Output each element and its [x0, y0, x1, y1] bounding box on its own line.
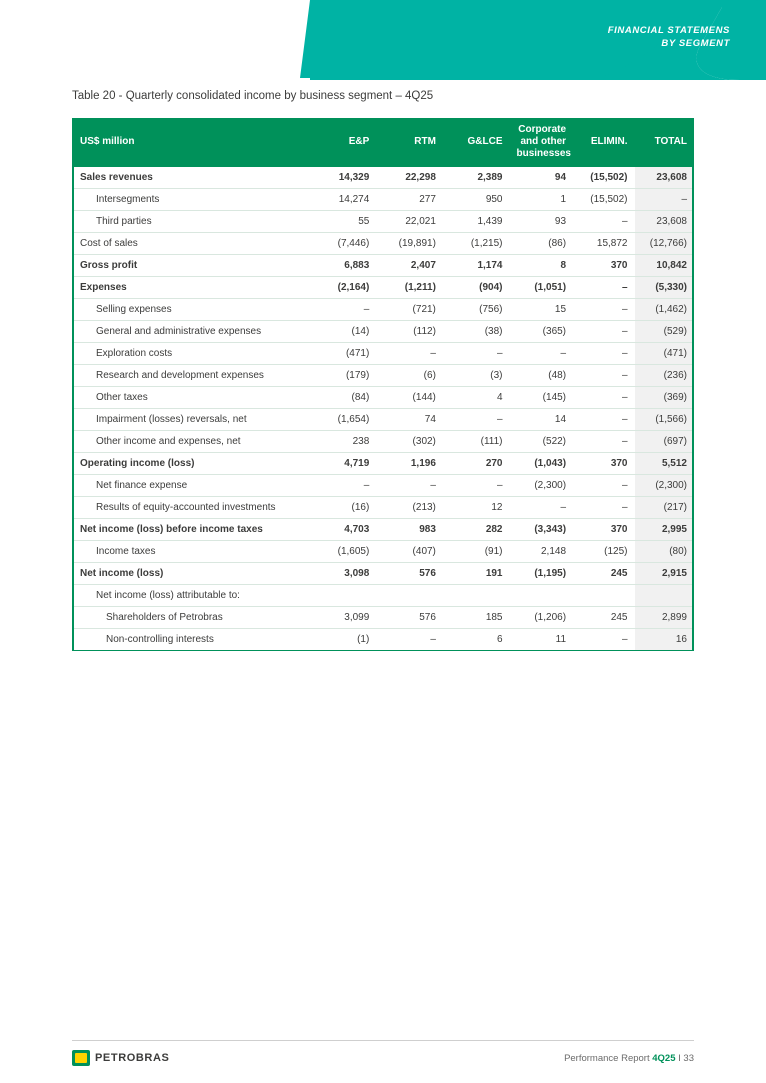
row-value: –	[573, 343, 634, 365]
row-value: (86)	[510, 233, 574, 255]
row-value: (1,215)	[443, 233, 510, 255]
footer-page-number: I 33	[678, 1053, 694, 1064]
row-value: 1,174	[443, 255, 510, 277]
row-value: (756)	[443, 299, 510, 321]
row-label: Research and development expenses	[72, 365, 310, 387]
row-value: 3,098	[310, 563, 377, 585]
row-value: –	[310, 299, 377, 321]
row-value	[376, 585, 443, 607]
row-label: Other taxes	[72, 387, 310, 409]
row-value: 14	[510, 409, 574, 431]
row-value: (1)	[310, 629, 377, 651]
col-header-rtm: RTM	[376, 118, 443, 167]
row-value: 14,329	[310, 167, 377, 189]
col-header-ep: E&P	[310, 118, 377, 167]
row-value: 74	[376, 409, 443, 431]
table-row	[72, 409, 694, 431]
row-value: (1,605)	[310, 541, 377, 563]
footer-quarter: 4Q25	[652, 1053, 676, 1064]
row-value: 2,389	[443, 167, 510, 189]
row-value: 2,148	[510, 541, 574, 563]
table-row	[72, 387, 694, 409]
row-value: (179)	[310, 365, 377, 387]
table-row	[72, 189, 694, 211]
row-value: (48)	[510, 365, 574, 387]
row-value: 23,608	[635, 211, 695, 233]
table-row	[72, 365, 694, 387]
table-row	[72, 299, 694, 321]
row-value: –	[573, 629, 634, 651]
row-value: (217)	[635, 497, 695, 519]
row-label: Intersegments	[72, 189, 310, 211]
table-header	[72, 118, 694, 167]
row-value: –	[510, 497, 574, 519]
row-value: –	[635, 189, 695, 211]
row-value: (1,195)	[510, 563, 574, 585]
row-value: 22,298	[376, 167, 443, 189]
row-label: Exploration costs	[72, 343, 310, 365]
row-value: 93	[510, 211, 574, 233]
row-value: –	[310, 475, 377, 497]
row-value: 191	[443, 563, 510, 585]
footer-page-info	[564, 1053, 694, 1064]
petrobras-logo-icon	[72, 1050, 90, 1066]
row-value: 245	[573, 563, 634, 585]
row-value: –	[573, 431, 634, 453]
segment-income-table	[72, 118, 694, 651]
row-value: –	[573, 409, 634, 431]
row-value: 4,719	[310, 453, 377, 475]
row-value: 1	[510, 189, 574, 211]
row-value: (522)	[510, 431, 574, 453]
row-label: Net income (loss) attributable to:	[72, 585, 310, 607]
row-value: 950	[443, 189, 510, 211]
table-row	[72, 453, 694, 475]
table-row	[72, 519, 694, 541]
row-value	[635, 585, 695, 607]
row-value: 94	[510, 167, 574, 189]
row-value: (3)	[443, 365, 510, 387]
row-label: Non-controlling interests	[72, 629, 310, 651]
petrobras-logo	[72, 1050, 169, 1066]
row-value: 1,439	[443, 211, 510, 233]
header-banner	[0, 0, 766, 80]
row-value: 370	[573, 519, 634, 541]
row-value: 370	[573, 255, 634, 277]
col-header-unit: US$ million	[72, 118, 310, 167]
table-row	[72, 475, 694, 497]
col-header-glce: G&LCE	[443, 118, 510, 167]
row-value: (721)	[376, 299, 443, 321]
row-value: (5,330)	[635, 277, 695, 299]
row-value: 983	[376, 519, 443, 541]
row-value: 370	[573, 453, 634, 475]
row-value: 282	[443, 519, 510, 541]
row-value: (84)	[310, 387, 377, 409]
row-value: (904)	[443, 277, 510, 299]
row-value: 245	[573, 607, 634, 629]
row-label: Selling expenses	[72, 299, 310, 321]
row-value: (15,502)	[573, 189, 634, 211]
row-value: (7,446)	[310, 233, 377, 255]
col-header-total: TOTAL	[635, 118, 695, 167]
row-value: 12	[443, 497, 510, 519]
row-value: 14,274	[310, 189, 377, 211]
row-value: –	[573, 299, 634, 321]
row-value: (369)	[635, 387, 695, 409]
row-value: –	[376, 475, 443, 497]
table-row	[72, 629, 694, 651]
table-row	[72, 607, 694, 629]
footer-report-label: Performance Report	[564, 1053, 650, 1064]
row-value: (19,891)	[376, 233, 443, 255]
row-label: Expenses	[72, 277, 310, 299]
row-value: (145)	[510, 387, 574, 409]
row-value: (111)	[443, 431, 510, 453]
row-value: (38)	[443, 321, 510, 343]
row-value: (365)	[510, 321, 574, 343]
row-label: General and administrative expenses	[72, 321, 310, 343]
row-value: 15,872	[573, 233, 634, 255]
row-value: (1,051)	[510, 277, 574, 299]
row-value: (1,566)	[635, 409, 695, 431]
row-value: 2,995	[635, 519, 695, 541]
row-value	[310, 585, 377, 607]
row-label: Net income (loss) before income taxes	[72, 519, 310, 541]
row-value: 55	[310, 211, 377, 233]
row-value: –	[443, 409, 510, 431]
row-value: (12,766)	[635, 233, 695, 255]
row-value: –	[573, 497, 634, 519]
row-value: (1,462)	[635, 299, 695, 321]
row-value: –	[573, 475, 634, 497]
row-label: Net finance expense	[72, 475, 310, 497]
row-value: –	[573, 277, 634, 299]
row-value: 185	[443, 607, 510, 629]
row-value: (1,211)	[376, 277, 443, 299]
table-row	[72, 321, 694, 343]
row-value: 4	[443, 387, 510, 409]
table-row	[72, 255, 694, 277]
row-value	[443, 585, 510, 607]
row-value: 6,883	[310, 255, 377, 277]
row-value: (2,300)	[510, 475, 574, 497]
row-value: –	[573, 211, 634, 233]
row-value: –	[573, 365, 634, 387]
row-value: (125)	[573, 541, 634, 563]
row-value: 576	[376, 607, 443, 629]
row-value: (302)	[376, 431, 443, 453]
row-value: (213)	[376, 497, 443, 519]
table-row	[72, 233, 694, 255]
row-label: Operating income (loss)	[72, 453, 310, 475]
table-row	[72, 277, 694, 299]
row-value: (91)	[443, 541, 510, 563]
table-row	[72, 211, 694, 233]
petrobras-logo-text: PETROBRAS	[95, 1052, 170, 1064]
row-value: (16)	[310, 497, 377, 519]
table-row	[72, 585, 694, 607]
row-value: (3,343)	[510, 519, 574, 541]
row-value: 3,099	[310, 607, 377, 629]
row-label: Impairment (losses) reversals, net	[72, 409, 310, 431]
row-label: Sales revenues	[72, 167, 310, 189]
table-row	[72, 497, 694, 519]
row-value: (471)	[310, 343, 377, 365]
row-value: 5,512	[635, 453, 695, 475]
row-label: Third parties	[72, 211, 310, 233]
row-value: (1,654)	[310, 409, 377, 431]
row-value: (697)	[635, 431, 695, 453]
row-value	[510, 585, 574, 607]
table-row	[72, 541, 694, 563]
row-value: –	[376, 343, 443, 365]
row-value: –	[573, 321, 634, 343]
row-value: –	[443, 475, 510, 497]
row-value: 238	[310, 431, 377, 453]
row-value	[573, 585, 634, 607]
header-title	[608, 24, 730, 50]
row-value: (2,300)	[635, 475, 695, 497]
segment-income-table-wrapper	[72, 118, 694, 651]
table-row	[72, 167, 694, 189]
row-value: 2,407	[376, 255, 443, 277]
row-value: (1,206)	[510, 607, 574, 629]
table-header-row	[72, 118, 694, 167]
table-caption: Table 20 - Quarterly consolidated income by business segment – 4Q25	[72, 90, 434, 102]
row-label: Income taxes	[72, 541, 310, 563]
row-value: 16	[635, 629, 695, 651]
row-value: (236)	[635, 365, 695, 387]
row-label: Results of equity-accounted investments	[72, 497, 310, 519]
row-value: (144)	[376, 387, 443, 409]
row-value: (407)	[376, 541, 443, 563]
table-row	[72, 563, 694, 585]
footer-divider	[72, 1040, 694, 1041]
row-value: 11	[510, 629, 574, 651]
row-value: 270	[443, 453, 510, 475]
row-value: 15	[510, 299, 574, 321]
row-value: (6)	[376, 365, 443, 387]
row-value: (529)	[635, 321, 695, 343]
table-row	[72, 343, 694, 365]
row-value: (471)	[635, 343, 695, 365]
row-label: Net income (loss)	[72, 563, 310, 585]
col-header-elimin: ELIMIN.	[573, 118, 634, 167]
row-value: 277	[376, 189, 443, 211]
row-value: 576	[376, 563, 443, 585]
col-header-corporate: Corporate and other businesses	[510, 118, 574, 167]
row-value: –	[510, 343, 574, 365]
row-value: (1,043)	[510, 453, 574, 475]
row-value: 22,021	[376, 211, 443, 233]
row-value: (2,164)	[310, 277, 377, 299]
row-value: (80)	[635, 541, 695, 563]
row-value: 6	[443, 629, 510, 651]
row-label: Other income and expenses, net	[72, 431, 310, 453]
row-value: –	[443, 343, 510, 365]
row-label: Shareholders of Petrobras	[72, 607, 310, 629]
header-title-line1: FINANCIAL STATEMENS	[607, 25, 730, 36]
row-value: 10,842	[635, 255, 695, 277]
row-value: 2,899	[635, 607, 695, 629]
header-title-line2: BY SEGMENT	[661, 38, 730, 49]
row-value: (14)	[310, 321, 377, 343]
table-row	[72, 431, 694, 453]
row-value: (15,502)	[573, 167, 634, 189]
row-value: 1,196	[376, 453, 443, 475]
row-label: Gross profit	[72, 255, 310, 277]
row-label: Cost of sales	[72, 233, 310, 255]
row-value: 4,703	[310, 519, 377, 541]
row-value: 23,608	[635, 167, 695, 189]
row-value: –	[573, 387, 634, 409]
row-value: 2,915	[635, 563, 695, 585]
row-value: –	[376, 629, 443, 651]
row-value: 8	[510, 255, 574, 277]
table-body	[72, 167, 694, 651]
row-value: (112)	[376, 321, 443, 343]
